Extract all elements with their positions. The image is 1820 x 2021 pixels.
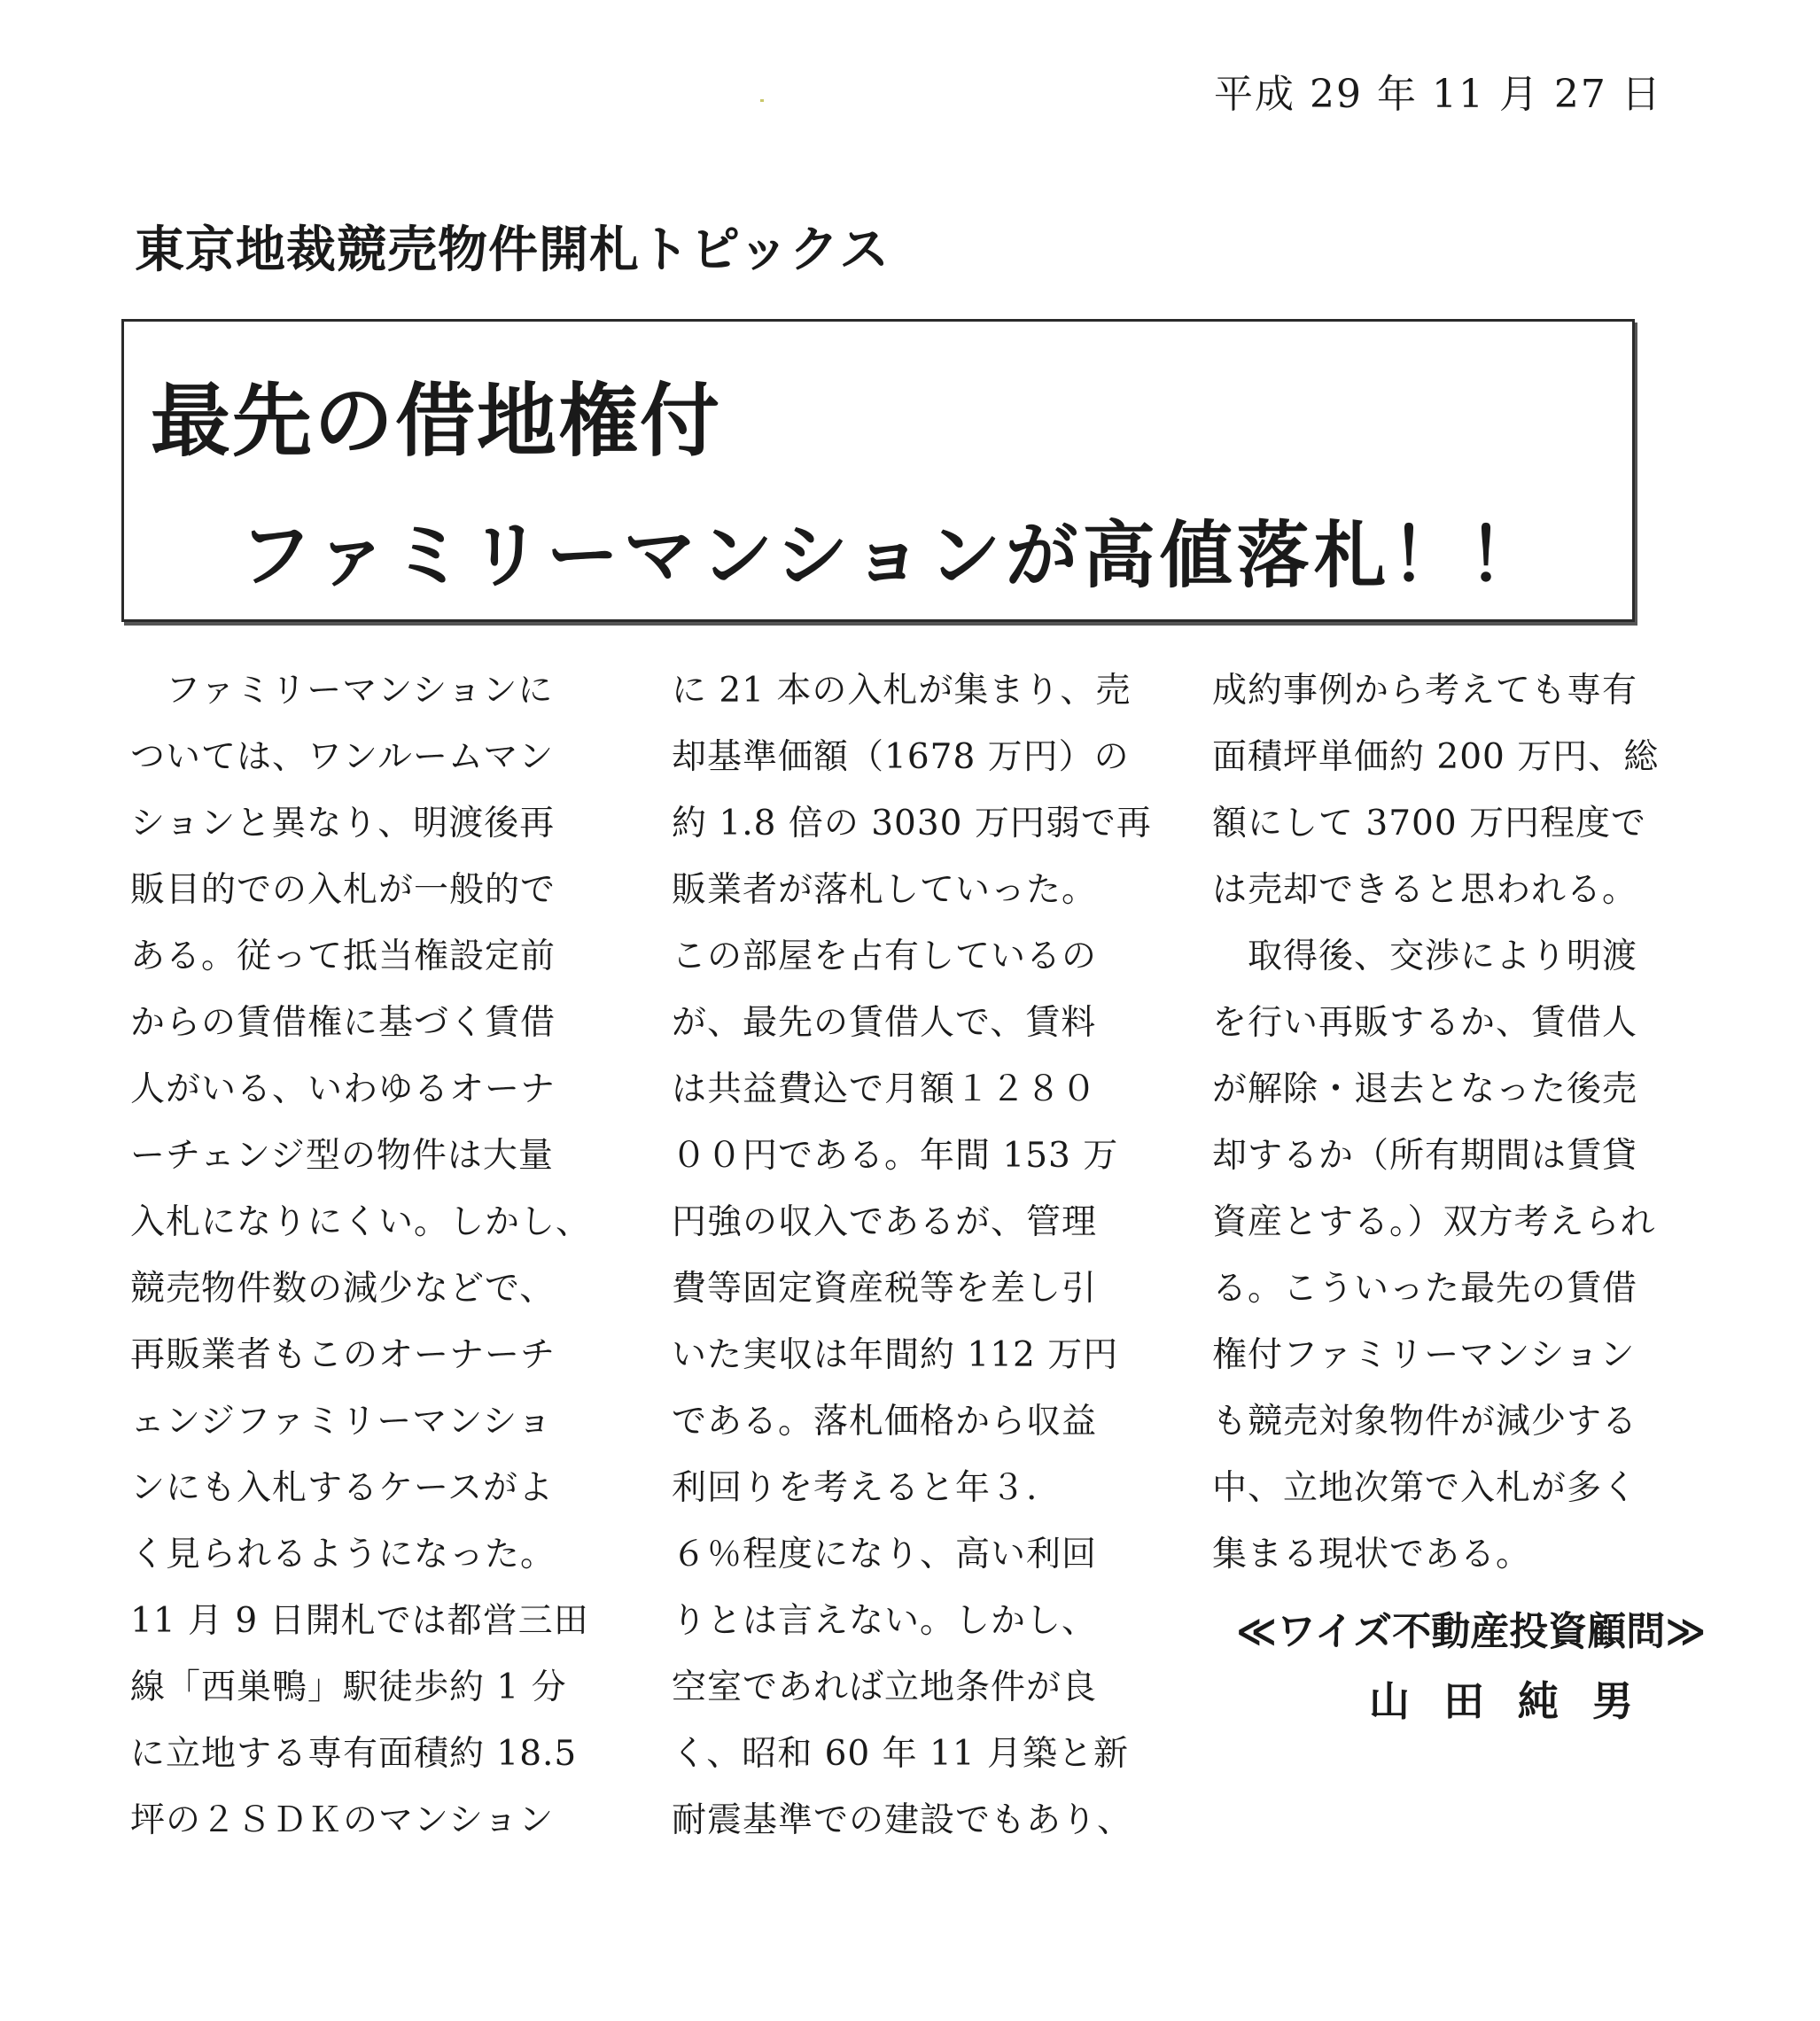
body-text-line: 利回りを考えると年３. — [672, 1468, 1038, 1508]
body-text-line: が、最先の賃借人で、賃料 — [672, 1003, 1097, 1043]
body-text-line: 却基準価額（1678 万円）の — [672, 737, 1130, 777]
body-text-line: 線「西巣鴨」駅徒歩約 1 分 — [130, 1667, 567, 1707]
body-text-line: 費等固定資産税等を差し引 — [672, 1269, 1098, 1309]
body-text-line: る。こういった最先の賃借 — [1212, 1269, 1638, 1309]
body-text-line: 却するか（所有期間は賃貸 — [1212, 1136, 1638, 1176]
scan-speck — [760, 99, 764, 102]
body-text-line: 面積坪単価約 200 万円、総 — [1212, 737, 1660, 777]
body-column-1 — [130, 657, 626, 1854]
body-text-line: 人がいる、いわゆるオーナ — [130, 1069, 556, 1109]
author-name: 山田純男 — [1369, 1677, 1667, 1725]
body-text-line: ーチェンジ型の物件は大量 — [130, 1136, 554, 1176]
body-text-line: ンにも入札するケースがよ — [130, 1468, 555, 1508]
body-column-3 — [1212, 657, 1708, 1588]
date: 平成 29 年 11 月 27 日 — [1214, 72, 1662, 117]
body-text-line: 再販業者もこのオーナーチ — [130, 1335, 556, 1375]
body-text-line: 権付ファミリーマンション — [1212, 1335, 1636, 1375]
body-column-2 — [672, 657, 1168, 1854]
body-text-line: 坪の２ＳＤＫのマンション — [130, 1800, 555, 1840]
body-text-line: 成約事例から考えても専有 — [1212, 671, 1638, 711]
body-text-line: りとは言えない。しかし、 — [672, 1601, 1098, 1641]
body-text-line: ェンジファミリーマンショ — [130, 1402, 553, 1442]
body-text-line: ファミリーマンションに — [130, 671, 554, 711]
body-text-line: 額にして 3700 万円程度で — [1212, 804, 1647, 843]
body-text-line: が解除・退去となった後売 — [1212, 1069, 1638, 1109]
body-text-line: である。落札価格から収益 — [672, 1402, 1098, 1442]
body-text-line: に 21 本の入札が集まり、売 — [672, 671, 1132, 711]
body-text-line: 中、立地次第で入札が多く — [1212, 1468, 1638, 1508]
body-text-line: 空室であれば立地条件が良 — [672, 1667, 1098, 1707]
body-text-line: 円強の収入であるが、管理 — [672, 1202, 1098, 1242]
body-text-line: 取得後、交渉により明渡 — [1212, 937, 1638, 976]
company-signature: ≪ワイズ不動産投資顧問≫ — [1236, 1609, 1707, 1654]
body-text-line: 耐震基準での建設でもあり、 — [672, 1800, 1133, 1840]
body-text-line: ある。従って抵当権設定前 — [130, 937, 556, 976]
body-text-line: からの賃借権に基づく賃借 — [130, 1003, 556, 1043]
body-text-line: く、昭和 60 年 11 月築と新 — [672, 1734, 1130, 1774]
body-text-line: 11 月 9 日開札では都営三田 — [130, 1601, 589, 1641]
body-text-line: ションと異なり、明渡後再 — [130, 804, 556, 843]
body-text-line: 入札になりにくい。しかし、 — [130, 1202, 592, 1242]
headline-line-2: ファミリーマンションが高値落札！！ — [239, 514, 1545, 598]
body-text-line: 集まる現状である。 — [1212, 1535, 1532, 1574]
body-text-line: 販目的での入札が一般的で — [130, 870, 556, 910]
subtitle: 東京地裁競売物件開札トピックス — [135, 222, 891, 279]
headline-line-1: 最先の借地権付 — [151, 375, 721, 468]
body-text-line: ００円である。年間 153 万 — [672, 1136, 1119, 1176]
body-text-line: く見られるようになった。 — [130, 1535, 556, 1574]
body-text-line: も競売対象物件が減少する — [1212, 1402, 1638, 1442]
body-text-line: この部屋を占有しているの — [672, 937, 1098, 976]
body-text-line: ついては、ワンルームマン — [130, 737, 555, 777]
body-text-line: いた実収は年間約 112 万円 — [672, 1335, 1119, 1375]
body-text-line: 資産とする。）双方考えられ — [1212, 1202, 1656, 1242]
body-text-line: を行い再販するか、賃借人 — [1212, 1003, 1638, 1043]
body-text-line: 競売物件数の減少などで、 — [130, 1269, 556, 1309]
body-text-line: は売却できると思われる。 — [1212, 870, 1638, 910]
body-text-line: は共益費込で月額１２８０ — [672, 1069, 1098, 1109]
body-text-line: に立地する専有面積約 18.5 — [130, 1734, 578, 1774]
body-text-line: ６％程度になり、高い利回 — [672, 1535, 1098, 1574]
body-text-line: 約 1.8 倍の 3030 万円弱で再 — [672, 804, 1152, 843]
body-text-line: 販業者が落札していった。 — [672, 870, 1098, 910]
